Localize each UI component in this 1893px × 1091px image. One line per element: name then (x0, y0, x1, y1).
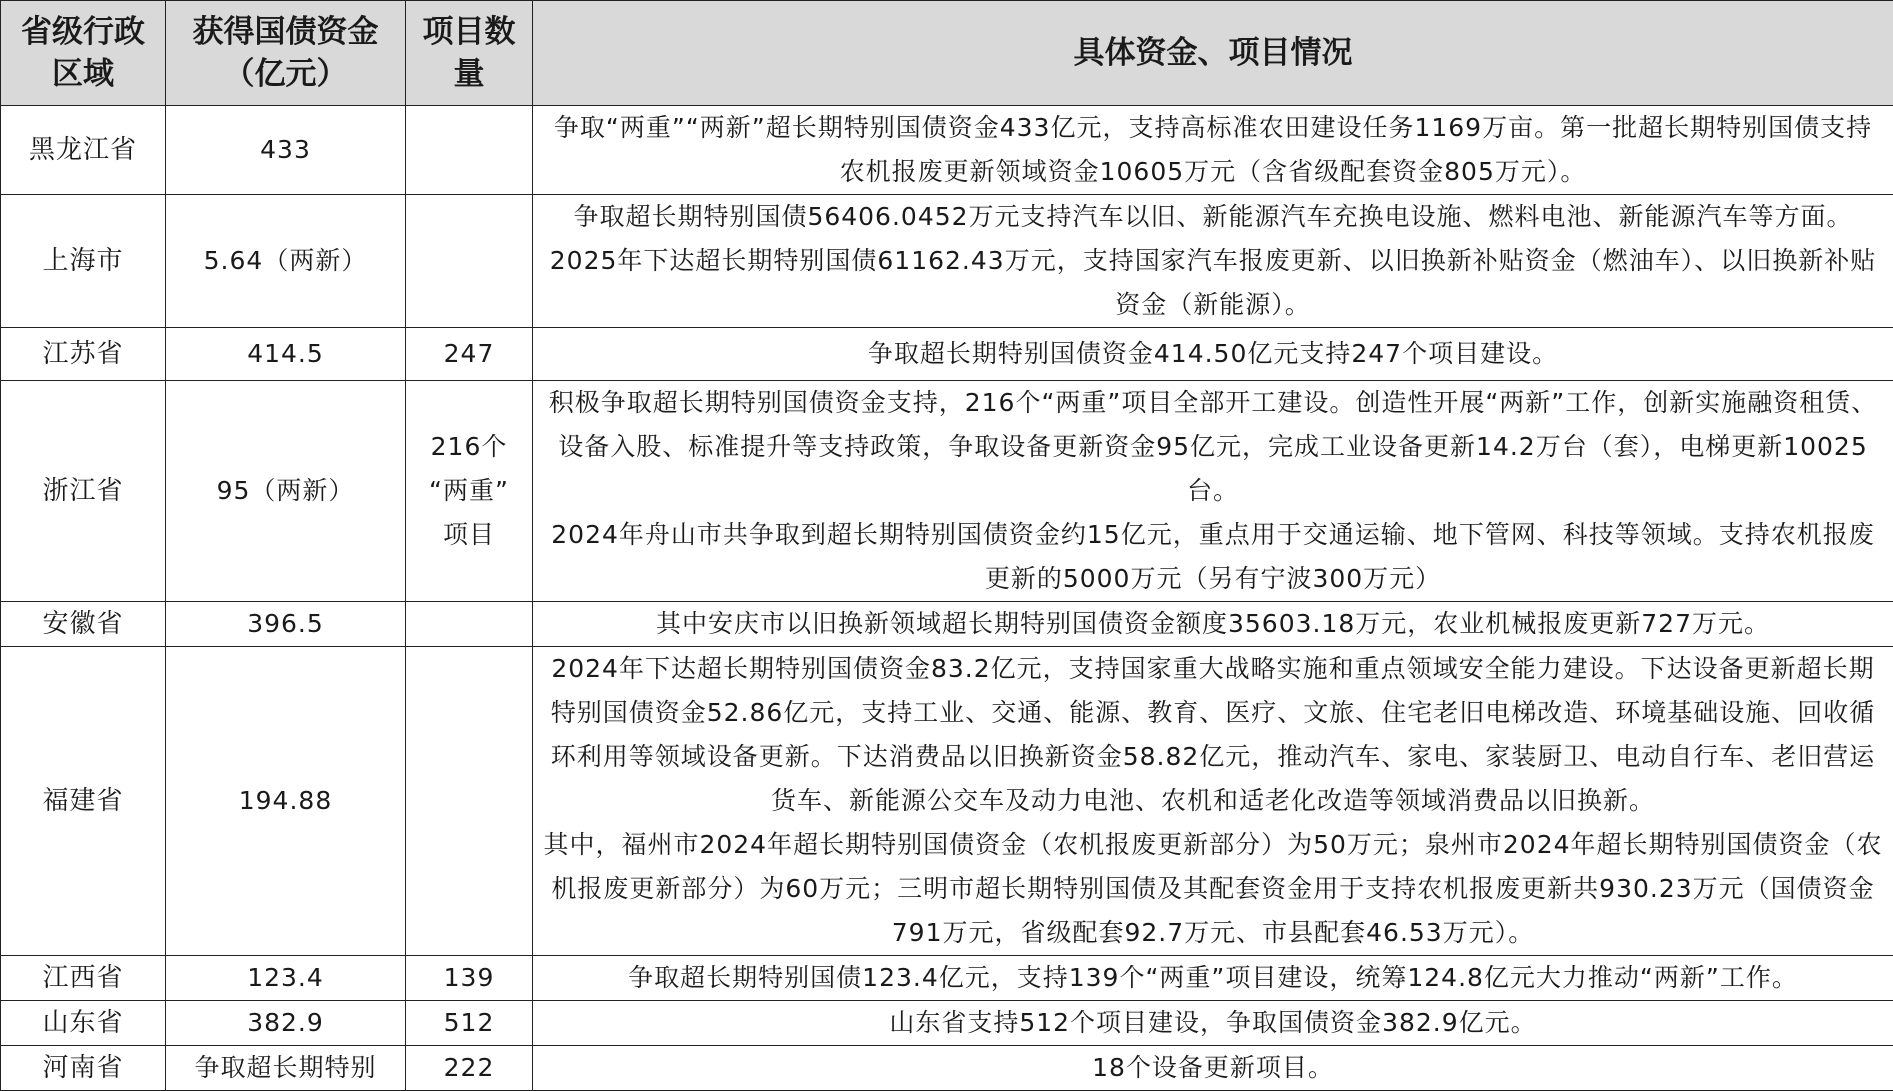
table-row (1, 1001, 1893, 1046)
details-cell: 争取超长期特别国债资金414.50亿元支持247个项目建设。 (533, 328, 1893, 381)
funds-cell: 382.9 (166, 1001, 406, 1046)
project-count-cell: 216个 “两重” 项目 (406, 381, 533, 602)
funds-cell: 争取超长期特别 (166, 1046, 406, 1091)
region-cell: 江苏省 (1, 328, 166, 381)
project-count-cell (406, 195, 533, 328)
table-row (1, 381, 1893, 602)
funds-cell: 95（两新） (166, 381, 406, 602)
table-row (1, 956, 1893, 1001)
table-row (1, 328, 1893, 381)
region-cell: 河南省 (1, 1046, 166, 1091)
details-cell: 积极争取超长期特别国债资金支持，216个“两重”项目全部开工建设。创造性开展“两新”工作，创新实施融资租赁、设备入股、标准提升等支持政策，争取设备更新资金95亿元，完成工业设备更新14.2万台（套），电梯更新10025台。 2024年舟山市共争取到超长期特别国债资金约15亿元，重点用于交通运输、地下管网、科技等领域。支持农机报废更新的5000万元（另有宁波300万元） (533, 381, 1893, 602)
table-row (1, 602, 1893, 647)
details-cell: 其中安庆市以旧换新领域超长期特别国债资金额度35603.18万元，农业机械报废更新727万元。 (533, 602, 1893, 647)
region-cell: 安徽省 (1, 602, 166, 647)
header-region: 省级行政 区域 (1, 1, 166, 106)
funds-cell: 194.88 (166, 647, 406, 956)
header-details: 具体资金、项目情况 (533, 1, 1893, 106)
region-cell: 黑龙江省 (1, 106, 166, 195)
details-cell: 山东省支持512个项目建设，争取国债资金382.9亿元。 (533, 1001, 1893, 1046)
header-project-count: 项目数 量 (406, 1, 533, 106)
funds-cell: 5.64（两新） (166, 195, 406, 328)
project-count-cell (406, 602, 533, 647)
project-count-cell: 139 (406, 956, 533, 1001)
table-row (1, 1046, 1893, 1091)
details-cell: 2024年下达超长期特别国债资金83.2亿元，支持国家重大战略实施和重点领域安全能力建设。下达设备更新超长期特别国债资金52.86亿元，支持工业、交通、能源、教育、医疗、文旅、住宅老旧电梯改造、环境基础设施、回收循环利用等领域设备更新。下达消费品以旧换新资金58.82亿元，推动汽车、家电、家装厨卫、电动自行车、老旧营运货车、新能源公交车及动力电池、农机和适老化改造等领域消费品以旧换新。 其中，福州市2024年超长期特别国债资金（农机报废更新部分）为50万元；泉州市2024年超长期特别国债资金（农机报废更新部分）为60万元；三明市超长期特别国债及其配套资金用于支持农机报废更新共930.23万元（国债资金791万元，省级配套92.7万元、市县配套46.53万元）。 (533, 647, 1893, 956)
header-funds: 获得国债资金 （亿元） (166, 1, 406, 106)
project-count-cell (406, 106, 533, 195)
funds-cell: 396.5 (166, 602, 406, 647)
table-row (1, 647, 1893, 956)
region-cell: 上海市 (1, 195, 166, 328)
funds-cell: 433 (166, 106, 406, 195)
region-cell: 福建省 (1, 647, 166, 956)
project-count-cell: 222 (406, 1046, 533, 1091)
table-row (1, 106, 1893, 195)
funds-cell: 123.4 (166, 956, 406, 1001)
project-count-cell: 247 (406, 328, 533, 381)
details-cell: 争取“两重”“两新”超长期特别国债资金433亿元，支持高标准农田建设任务1169万亩。第一批超长期特别国债支持农机报废更新领域资金10605万元（含省级配套资金805万元）。 (533, 106, 1893, 195)
table-row (1, 195, 1893, 328)
region-cell: 江西省 (1, 956, 166, 1001)
project-count-cell: 512 (406, 1001, 533, 1046)
region-cell: 山东省 (1, 1001, 166, 1046)
funds-cell: 414.5 (166, 328, 406, 381)
table-header (1, 1, 1893, 106)
project-count-cell (406, 647, 533, 956)
details-cell: 18个设备更新项目。 (533, 1046, 1893, 1091)
details-cell: 争取超长期特别国债56406.0452万元支持汽车以旧、新能源汽车充换电设施、燃料电池、新能源汽车等方面。 2025年下达超长期特别国债61162.43万元，支持国家汽车报废更新、以旧换新补贴资金（燃油车）、以旧换新补贴资金（新能源）。 (533, 195, 1893, 328)
region-cell: 浙江省 (1, 381, 166, 602)
details-cell: 争取超长期特别国债123.4亿元，支持139个“两重”项目建设，统筹124.8亿元大力推动“两新”工作。 (533, 956, 1893, 1001)
